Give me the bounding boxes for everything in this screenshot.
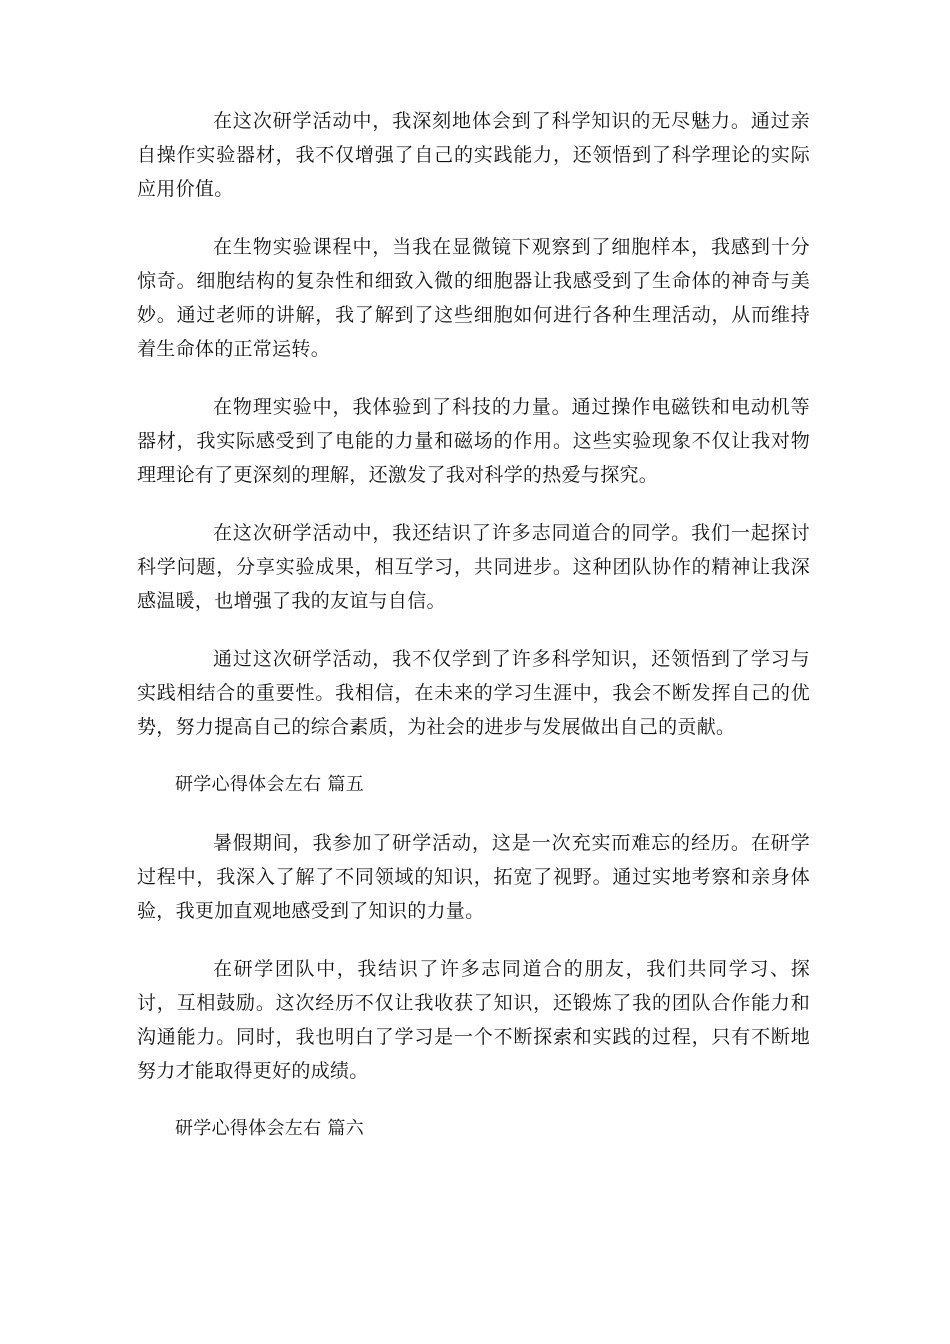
paragraph-5: 通过这次研学活动，我不仅学到了许多科学知识，还领悟到了学习与实践相结合的重要性。我相信，在未来的学习生涯中，我会不断发挥自己的优势，努力提高自己的综合素质，为社会的进步与发展做出自己的贡献。	[137, 648, 810, 738]
paragraph-2: 在生物实验课程中，当我在显微镜下观察到了细胞样本，我感到十分惊奇。细胞结构的复杂性和细致入微的细胞器让我感受到了生命体的神奇与美妙。通过老师的讲解，我了解到了这些细胞如何进行各种生理活动，从而维持着生命体的正常运转。	[137, 236, 810, 360]
section-heading-6: 研学心得体会左右 篇六	[175, 1118, 365, 1139]
paragraph-6: 暑假期间，我参加了研学活动，这是一次充实而难忘的经历。在研学过程中，我深入了解了不同领域的知识，拓宽了视野。通过实地考察和亲身体验，我更加直观地感受到了知识的力量。	[137, 832, 810, 922]
paragraph-4: 在这次研学活动中，我还结识了许多志同道合的同学。我们一起探讨科学问题，分享实验成果，相互学习，共同进步。这种团队协作的精神让我深感温暖，也增强了我的友谊与自信。	[137, 522, 810, 612]
section-heading-5: 研学心得体会左右 篇五	[175, 774, 365, 795]
paragraph-3: 在物理实验中，我体验到了科技的力量。通过操作电磁铁和电动机等器材，我实际感受到了电能的力量和磁场的作用。这些实验现象不仅让我对物理理论有了更深刻的理解，还激发了我对科学的热爱与探究。	[137, 396, 810, 486]
paragraph-7: 在研学团队中，我结识了许多志同道合的朋友，我们共同学习、探讨，互相鼓励。这次经历不仅让我收获了知识，还锻炼了我的团队合作能力和沟通能力。同时，我也明白了学习是一个不断探索和实践的过程，只有不断地努力才能取得更好的成绩。	[137, 958, 810, 1082]
document-body	[137, 104, 810, 1170]
paragraph-1: 在这次研学活动中，我深刻地体会到了科学知识的无尽魅力。通过亲自操作实验器材，我不仅增强了自己的实践能力，还领悟到了科学理论的实际应用价值。	[137, 110, 810, 200]
